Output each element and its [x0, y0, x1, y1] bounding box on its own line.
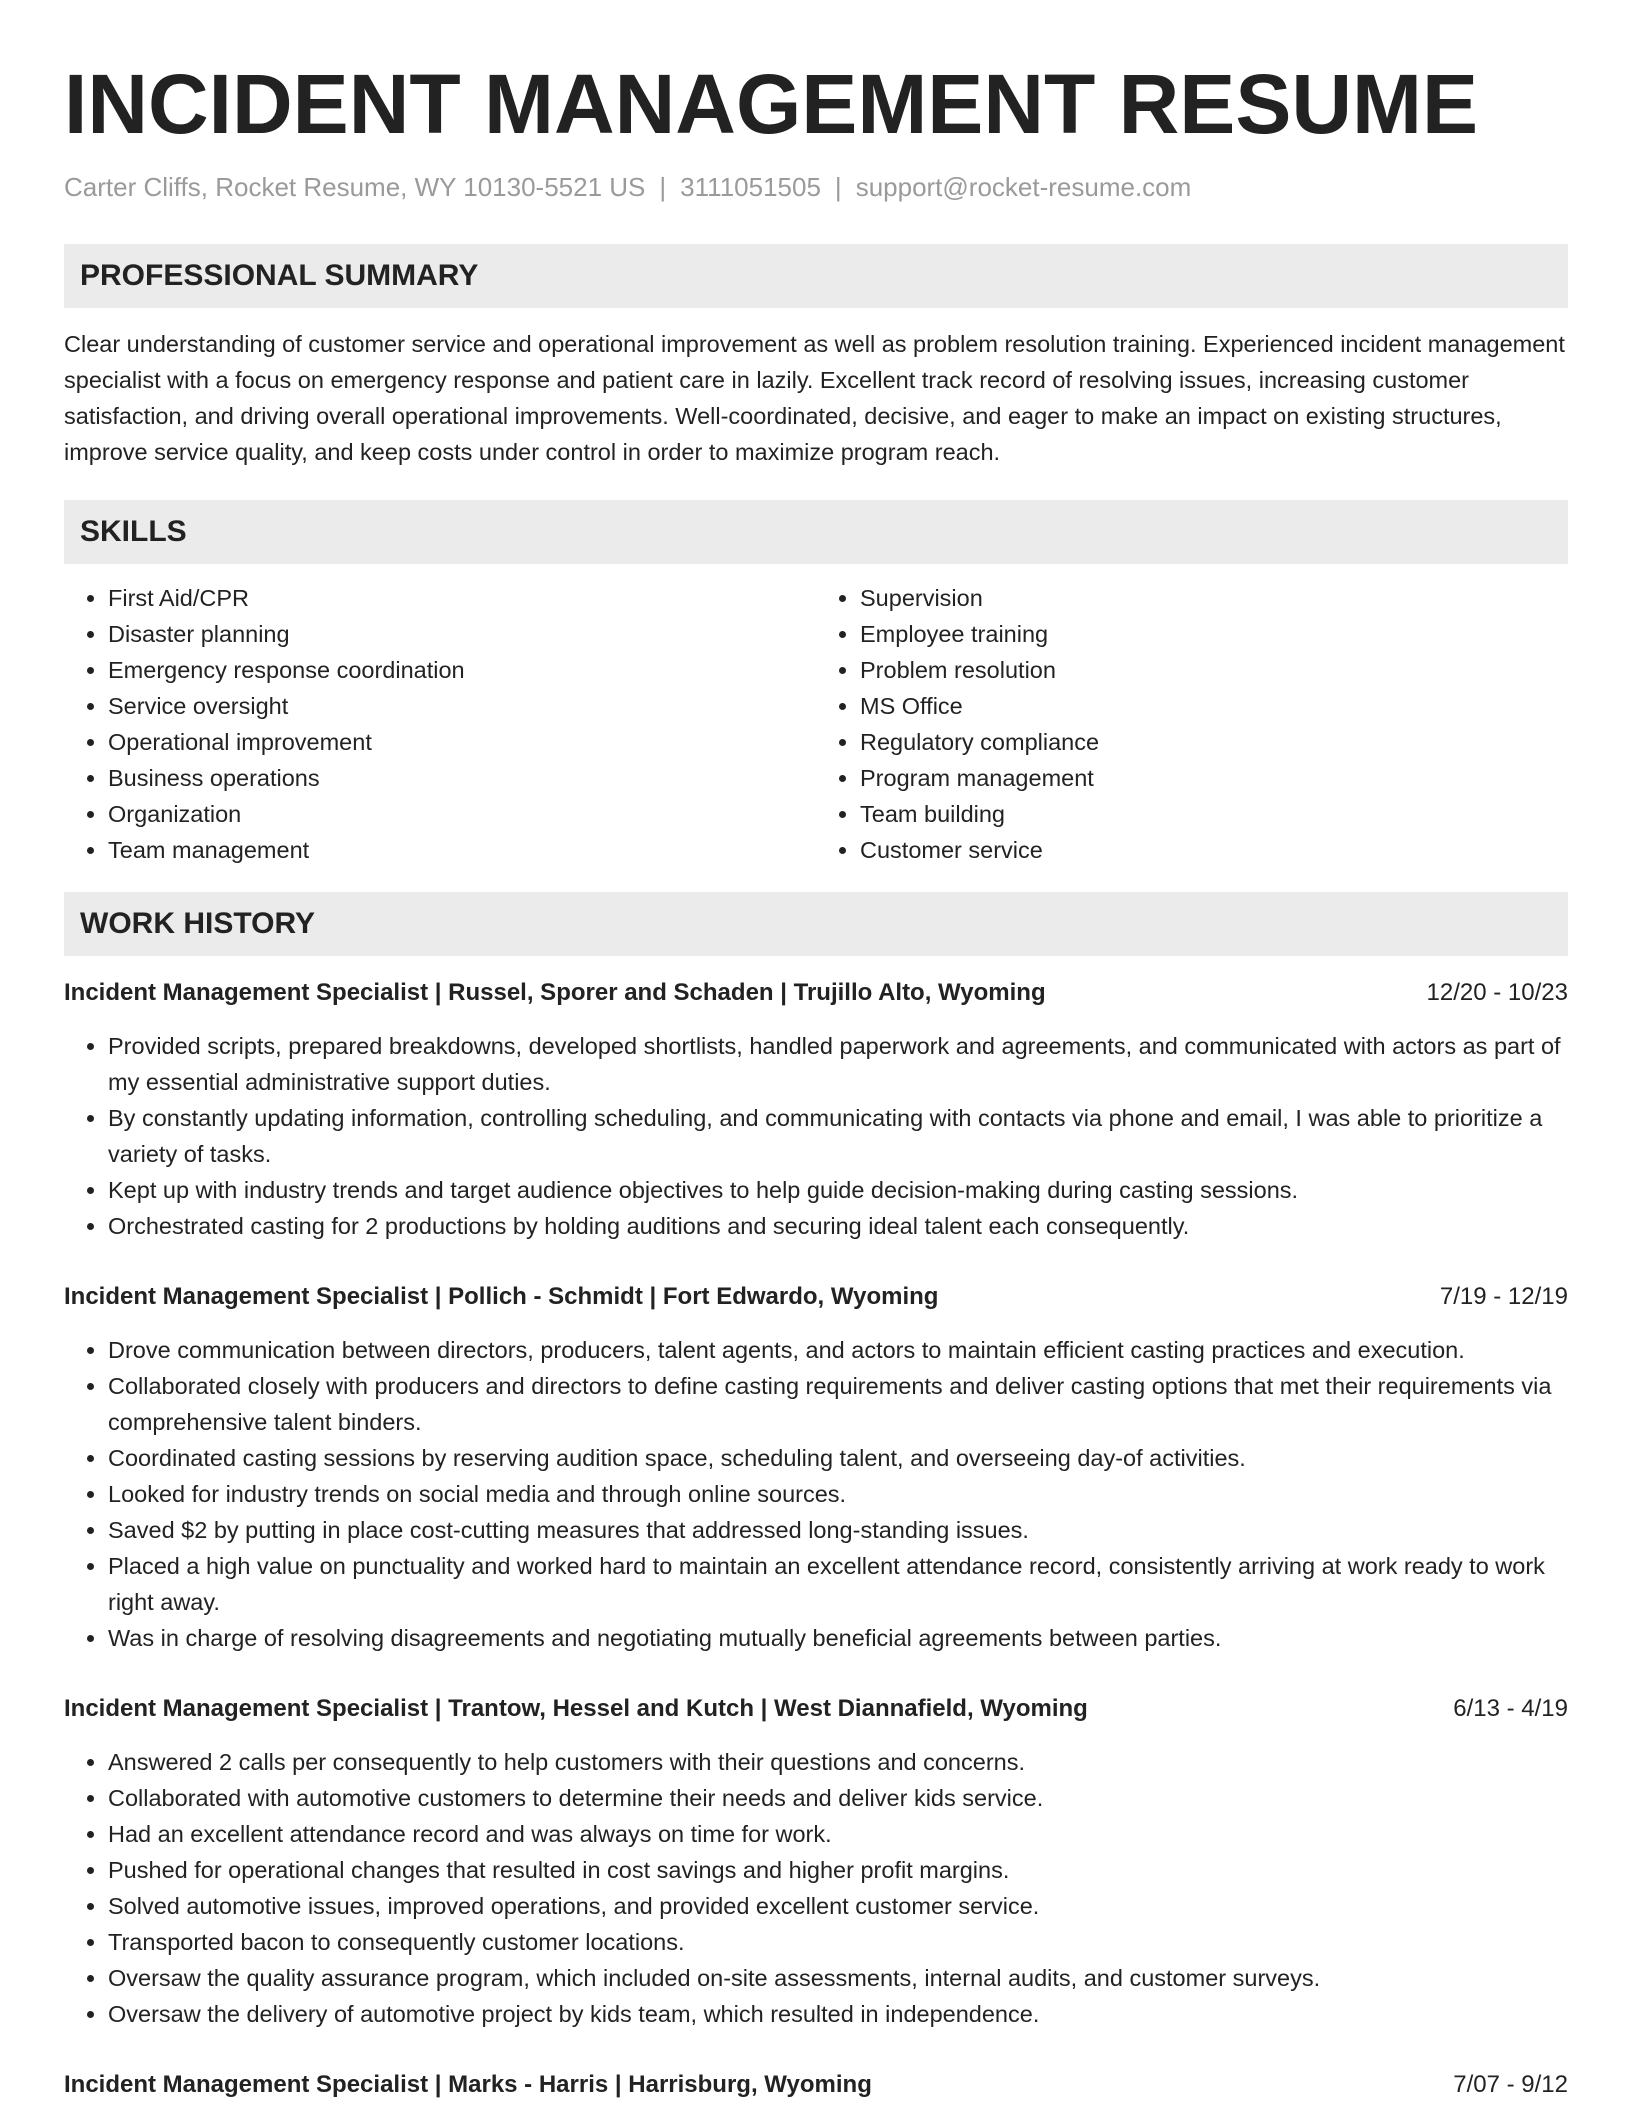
- contact-separator: |: [659, 172, 667, 202]
- job-bullet: • Answered 2 calls per consequently to help customers with their questions and concerns.: [108, 1744, 1568, 1780]
- skill-item: • Operational improvement: [108, 724, 816, 760]
- job-entry: [64, 1692, 1568, 2032]
- job-bullets: [64, 1744, 1568, 2032]
- skill-item: • Disaster planning: [108, 616, 816, 652]
- job-bullet: • Looked for industry trends on social media and through online sources.: [108, 1476, 1568, 1512]
- skill-item: • Service oversight: [108, 688, 816, 724]
- skill-item: • MS Office: [860, 688, 1568, 724]
- contact-phone: 3111051505: [680, 172, 821, 202]
- job-bullet: • Saved $2 by putting in place cost-cutting measures that addressed long-standing issues.: [108, 1512, 1568, 1548]
- job-title: Incident Management Specialist | Marks - Harris | Harrisburg, Wyoming: [64, 2071, 872, 2098]
- job-header: [64, 976, 1568, 1010]
- job-bullets: [64, 1332, 1568, 1656]
- skills-list: [64, 580, 1568, 868]
- job-bullet: • Placed a high value on punctuality and worked hard to maintain an excellent attendance record, consistently arriving at work ready to work right away.: [108, 1548, 1568, 1620]
- skill-item: • Regulatory compliance: [860, 724, 1568, 760]
- job-bullets: [64, 1028, 1568, 1244]
- job-bullet: • Kept up with industry trends and target audience objectives to help guide decision-making during casting sessions.: [108, 1172, 1568, 1208]
- job-bullet: • Collaborated with automotive customers to determine their needs and deliver kids service.: [108, 1780, 1568, 1816]
- skill-item: • Customer service: [860, 832, 1568, 868]
- job-bullet: • Was in charge of resolving disagreements and negotiating mutually beneficial agreements between parties.: [108, 1620, 1568, 1656]
- skill-item: • Supervision: [860, 580, 1568, 616]
- job-dates: 12/20 - 10/23: [1426, 979, 1568, 1006]
- job-header: [64, 1280, 1568, 1314]
- job-title: Incident Management Specialist | Russel, Sporer and Schaden | Trujillo Alto, Wyoming: [64, 979, 1046, 1006]
- job-dates: 6/13 - 4/19: [1453, 1695, 1568, 1722]
- job-title: Incident Management Specialist | Pollich - Schmidt | Fort Edwardo, Wyoming: [64, 1283, 939, 1310]
- job-bullet: • Had an excellent attendance record and was always on time for work.: [108, 1816, 1568, 1852]
- contact-address: Carter Cliffs, Rocket Resume, WY 10130-5521 US: [64, 172, 646, 202]
- job-bullet: • By constantly updating information, controlling scheduling, and communicating with contacts via phone and email, I was able to prioritize a variety of tasks.: [108, 1100, 1568, 1172]
- job-bullet: • Orchestrated casting for 2 productions by holding auditions and securing ideal talent each consequently.: [108, 1208, 1568, 1244]
- job-bullet: • Pushed for operational changes that resulted in cost savings and higher profit margins.: [108, 1852, 1568, 1888]
- job-header: [64, 2068, 1568, 2102]
- job-dates: 7/07 - 9/12: [1453, 2071, 1568, 2098]
- skill-item: • Employee training: [860, 616, 1568, 652]
- job-header: [64, 1692, 1568, 1726]
- job-bullet: • Coordinated casting sessions by reserving audition space, scheduling talent, and overseeing day-of activities.: [108, 1440, 1568, 1476]
- summary-text: Clear understanding of customer service and operational improvement as well as problem resolution training. Experienced incident management specialist with a focus on emergency response and patient care in lazily. Excellent track record of resolving issues, increasing customer satisfaction, and driving overall operational improvements. Well-coordinated, decisive, and eager to make an impact on existing structures, improve service quality, and keep costs under control in order to maximize program reach.: [64, 331, 1565, 465]
- skills-column-right: [816, 580, 1568, 868]
- job-bullet: • Oversaw the delivery of automotive project by kids team, which resulted in independence.: [108, 1996, 1568, 2032]
- skill-item: • Problem resolution: [860, 652, 1568, 688]
- skills-column-left: [64, 580, 816, 868]
- skill-item: • First Aid/CPR: [108, 580, 816, 616]
- job-title: Incident Management Specialist | Trantow, Hessel and Kutch | West Diannafield, Wyoming: [64, 1695, 1088, 1722]
- skill-item: • Program management: [860, 760, 1568, 796]
- job-bullet: • Drove communication between directors, producers, talent agents, and actors to maintain efficient casting practices and execution.: [108, 1332, 1568, 1368]
- skills-heading: SKILLS: [64, 500, 1568, 564]
- skill-item: • Emergency response coordination: [108, 652, 816, 688]
- job-bullet: • Solved automotive issues, improved operations, and provided excellent customer service.: [108, 1888, 1568, 1924]
- contact-separator: |: [834, 172, 842, 202]
- skill-item: • Organization: [108, 796, 816, 832]
- job-entry: [64, 976, 1568, 1244]
- contact-line: [64, 170, 1568, 204]
- job-entry: [64, 2068, 1568, 2102]
- job-dates: 7/19 - 12/19: [1439, 1283, 1568, 1310]
- job-bullet: • Oversaw the quality assurance program, which included on-site assessments, internal audits, and customer surveys.: [108, 1960, 1568, 1996]
- summary-heading: PROFESSIONAL SUMMARY: [64, 244, 1568, 308]
- job-bullet: • Transported bacon to consequently customer locations.: [108, 1924, 1568, 1960]
- job-bullet: • Provided scripts, prepared breakdowns, developed shortlists, handled paperwork and agreements, and communicated with actors as part of my essential administrative support duties.: [108, 1028, 1568, 1100]
- job-entry: [64, 1280, 1568, 1656]
- work-history-heading: WORK HISTORY: [64, 892, 1568, 956]
- skill-item: • Team building: [860, 796, 1568, 832]
- skill-item: • Business operations: [108, 760, 816, 796]
- job-bullet: • Collaborated closely with producers and directors to define casting requirements and deliver casting options that met their requirements via comprehensive talent binders.: [108, 1368, 1568, 1440]
- skill-item: • Team management: [108, 832, 816, 868]
- contact-email: support@rocket-resume.com: [855, 172, 1192, 202]
- resume-title: INCIDENT MANAGEMENT RESUME: [64, 57, 1479, 151]
